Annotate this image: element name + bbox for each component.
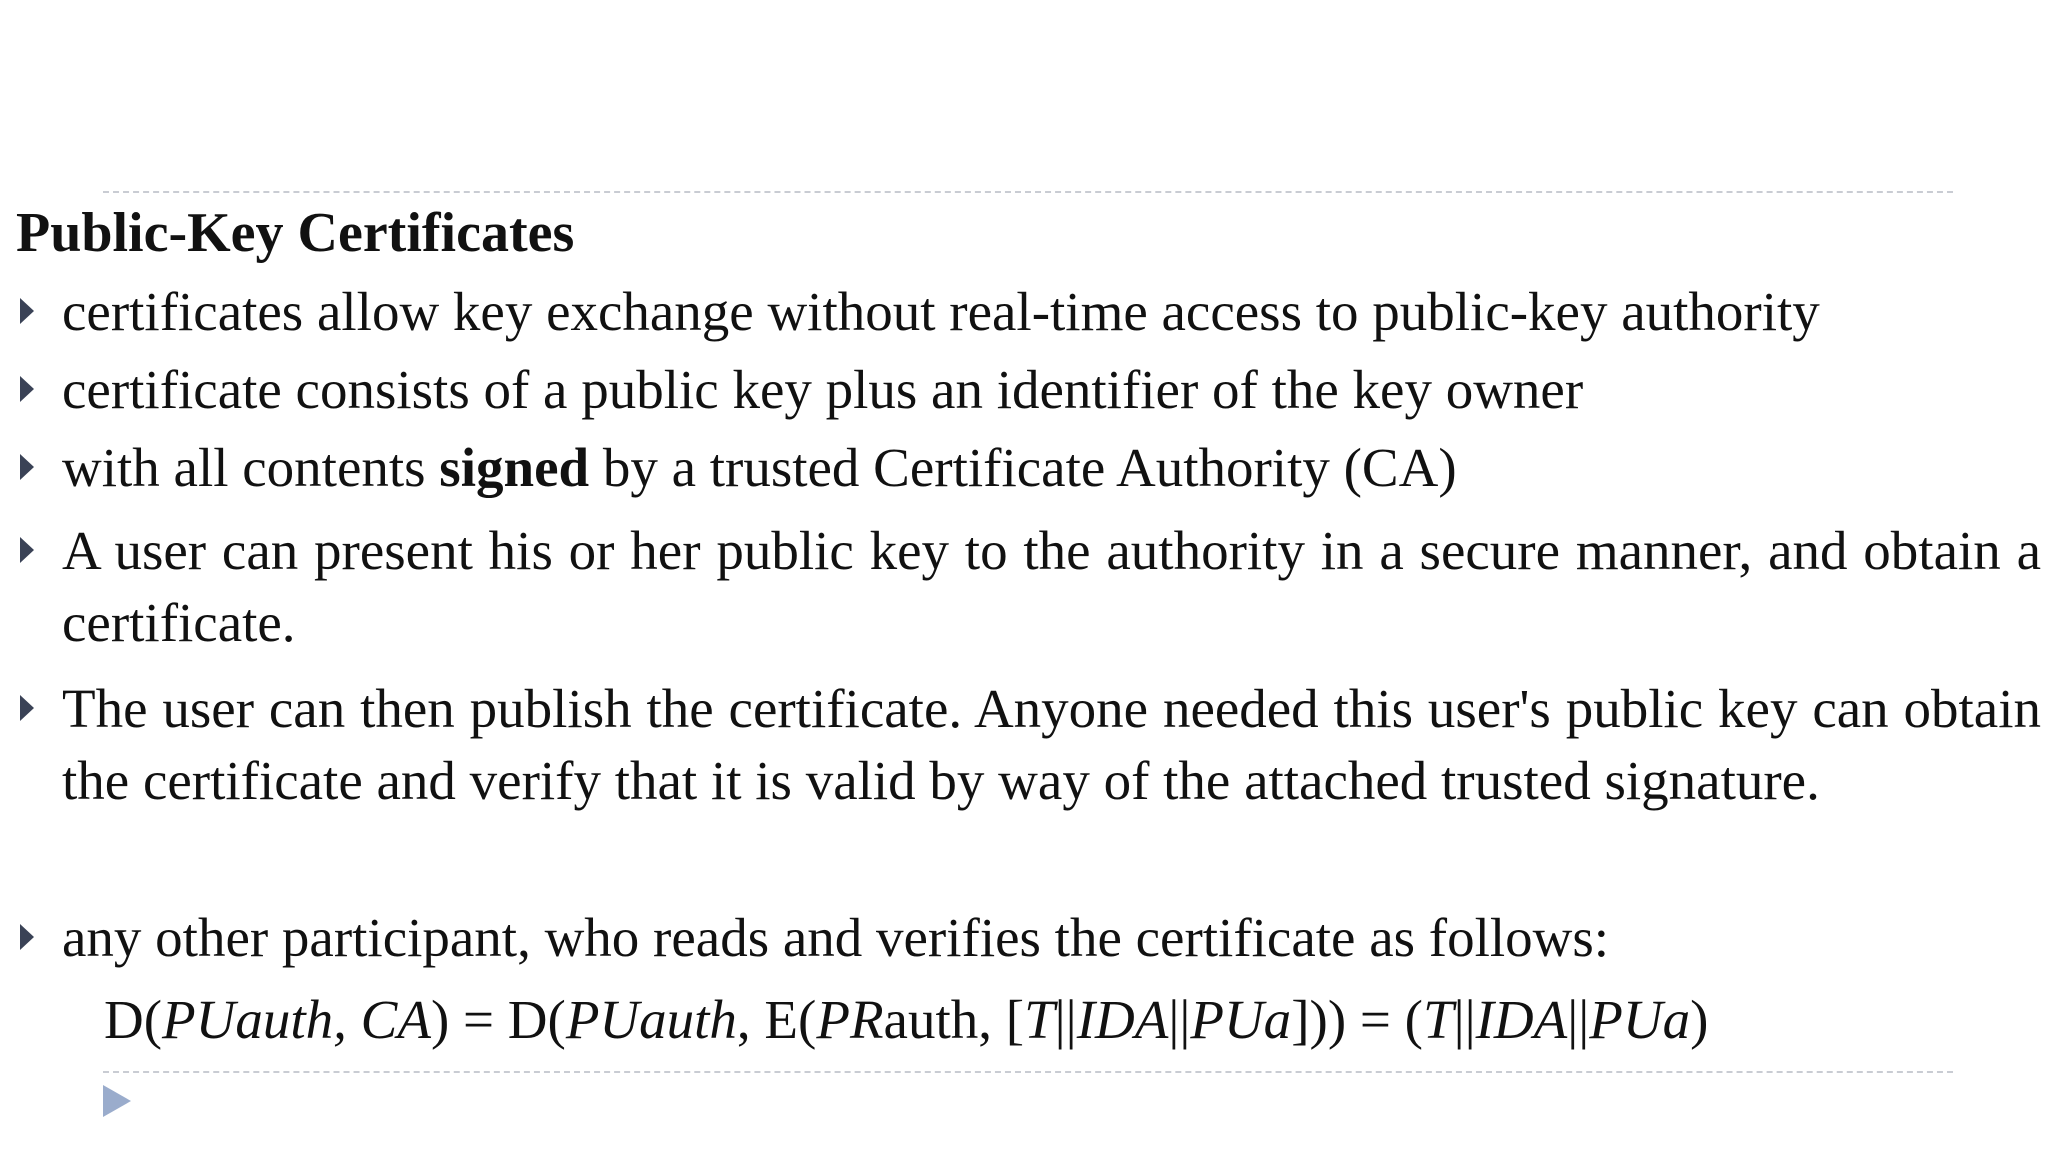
formula-part: ||	[1567, 989, 1590, 1050]
bullet-text-post: by a trusted Certificate Authority (CA)	[589, 437, 1457, 498]
formula-var: PR	[816, 989, 884, 1050]
bullet-text: A user can present his or her public key to the authority in a secure manner, and obtain a certificate.	[62, 520, 2041, 653]
formula-part: )	[1690, 989, 1709, 1050]
formula-var: PUauth, CA	[162, 989, 431, 1050]
bullet-text: certificates allow key exchange without real-time access to public-key authority	[62, 281, 1820, 342]
play-icon[interactable]	[103, 1085, 131, 1117]
bullet-item	[16, 277, 2041, 347]
bullet-item	[16, 433, 2041, 503]
formula-var: IDA	[1475, 989, 1568, 1050]
formula-part: ) = D(	[430, 989, 566, 1050]
formula-var: PUauth	[565, 989, 737, 1050]
bullet-item	[16, 673, 2041, 817]
triangle-right-icon	[20, 376, 34, 402]
formula-part: ||	[1453, 989, 1476, 1050]
formula-part: , E(	[736, 989, 817, 1050]
formula-part: auth, [	[883, 989, 1025, 1050]
formula-var: PUa	[1589, 989, 1691, 1050]
triangle-right-icon	[20, 454, 34, 480]
formula-var: PUa	[1190, 989, 1292, 1050]
formula-part: ])) = (	[1291, 989, 1423, 1050]
certificate-formula	[104, 985, 1708, 1055]
bullet-text: certificate consists of a public key plus an identifier of the key owner	[62, 359, 1584, 420]
formula-part: D(	[104, 989, 163, 1050]
bullet-item	[16, 355, 2041, 425]
bullet-text	[62, 433, 2041, 503]
formula-var: IDA	[1076, 989, 1169, 1050]
formula-part: ||	[1054, 989, 1077, 1050]
triangle-right-icon	[20, 695, 34, 721]
triangle-right-icon	[20, 924, 34, 950]
slide-title: Public-Key Certificates	[16, 202, 575, 264]
top-divider	[103, 191, 1953, 193]
formula-var: T	[1024, 989, 1055, 1050]
triangle-right-icon	[20, 298, 34, 324]
formula-var: T	[1422, 989, 1454, 1050]
bullet-item	[16, 515, 2041, 659]
bullet-item	[16, 903, 2041, 973]
bullet-text-pre: with all contents	[62, 437, 440, 498]
bottom-divider	[103, 1071, 1953, 1073]
formula-part: ||	[1168, 989, 1191, 1050]
bullet-text: any other participant, who reads and verifies the certificate as follows:	[62, 907, 1610, 968]
bullet-text-bold: signed	[439, 437, 590, 498]
bullet-text: The user can then publish the certificate. Anyone needed this user's public key can obtain the certificate and verify that it is valid by way of the attached trusted signature.	[62, 678, 2041, 811]
triangle-right-icon	[20, 537, 34, 563]
